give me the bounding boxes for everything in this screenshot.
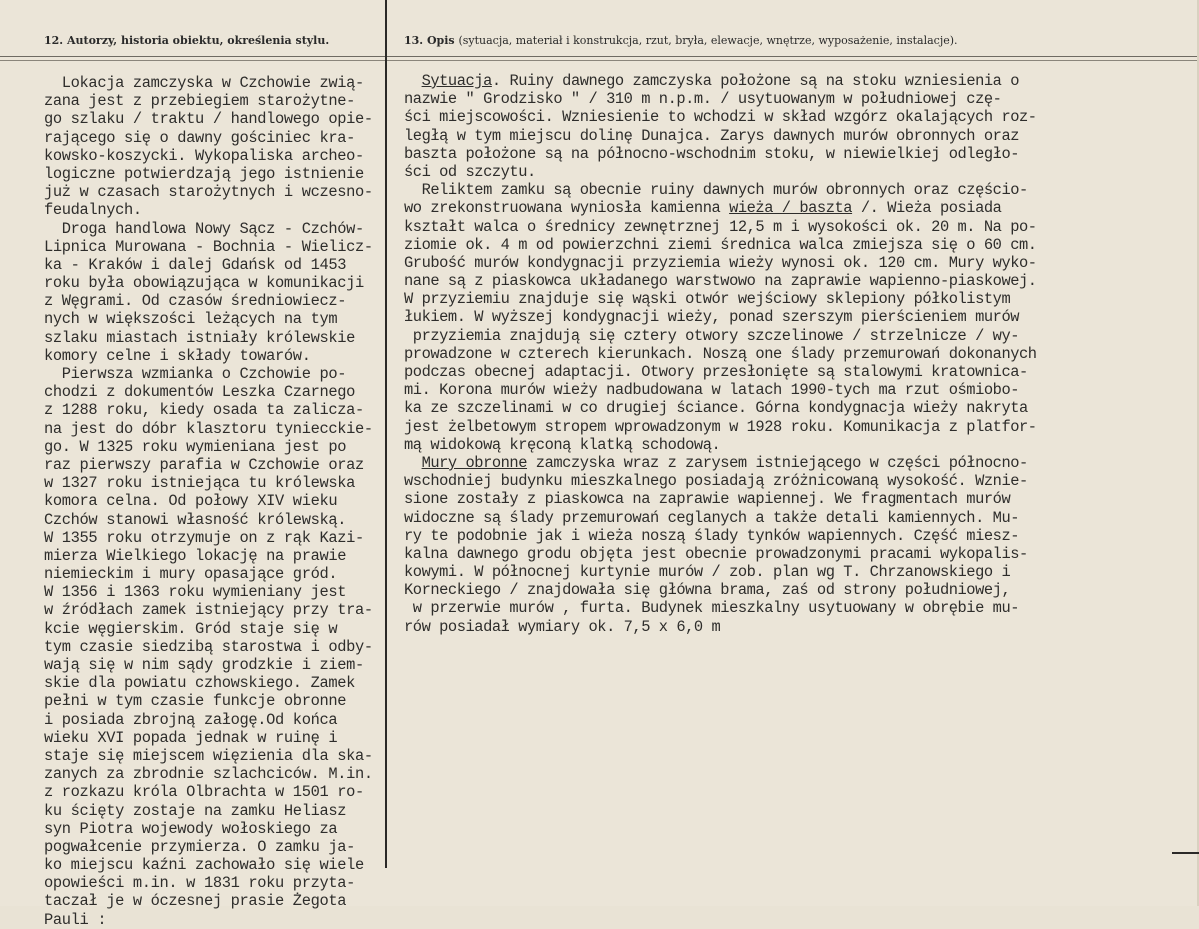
text-segment: wschodniej budynku mieszkalnego posiadają zróżnicowaną wysokość. Wznie-	[404, 472, 1028, 491]
description-text-line	[404, 618, 1037, 636]
history-text-line: zana jest z przebiegiem starożytne-	[44, 92, 356, 111]
description-text-line	[404, 345, 1037, 363]
description-text-line	[404, 545, 1037, 563]
description-text-line	[404, 90, 1037, 108]
text-segment: Korneckiego / znajdowała się główna brama, zaś od strony południowej,	[404, 581, 1011, 600]
history-text-line: kcie węgierskim. Gród staje się w	[44, 619, 338, 638]
history-text-line: go szlaku / traktu / handlowego opie-	[44, 110, 373, 129]
history-text-line: Lokacja zamczyska w Czchowie zwią-	[44, 74, 364, 92]
description-text-line	[404, 72, 1037, 90]
history-text-line: komory celne i składy towarów.	[44, 346, 311, 365]
history-text-line: chodzi z dokumentów Leszka Czarnego	[44, 383, 356, 402]
text-segment: widoczne są ślady przemurowań ceglanych a także detali kamiennych. Mu-	[404, 508, 1020, 527]
text-segment: Reliktem zamku są obecnie ruiny dawnych murów obronnych oraz częścio-	[404, 181, 1028, 200]
description-text-line	[404, 527, 1037, 545]
text-segment: mą widokową kręconą klatką schodową.	[404, 435, 721, 454]
description-text-line	[404, 454, 1037, 472]
text-segment: ziomie ok. 4 m od powierzchni ziemi średnica walca zmiejsza się o 60 cm.	[404, 235, 1037, 254]
text-segment: Grubość murów kondygnacji przyziemia wieży wynosi ok. 120 cm. Mury wyko-	[404, 253, 1037, 272]
section-12-header: 12. Autorzy, historia obiektu, określenia stylu.	[44, 34, 330, 47]
history-text-line: syn Piotra wojewody wołoskiego za	[44, 819, 338, 838]
history-text-line: tym czasie siedzibą starostwa i odby-	[44, 637, 373, 656]
text-segment: mi. Korona murów wieży nadbudowana w latach 1990-tych ma rzut ośmiobo-	[404, 381, 1020, 400]
description-text-line	[404, 381, 1037, 399]
text-segment: . Ruiny dawnego zamczyska położone są na stoku wzniesienia o	[491, 72, 1020, 90]
text-segment: ległą w tym miejscu dolinę Dunajca. Zarys dawnych murów obronnych oraz	[404, 126, 1020, 145]
section-13-number: 13. Opis	[404, 34, 455, 47]
text-segment: /. Wieża posiada	[852, 199, 1002, 218]
description-text-line	[404, 127, 1037, 145]
description-text-line	[404, 145, 1037, 163]
description-text-line	[404, 218, 1037, 236]
history-text-line: staje się miejscem więzienia dla ska-	[44, 746, 373, 765]
description-text-line	[404, 181, 1037, 199]
history-text-line: i posiada zbrojną załogę.Od końca	[44, 710, 338, 729]
history-text-line: ka - Kraków i dalej Gdańsk od 1453	[44, 255, 347, 274]
text-segment: ka ze szczelinami w co drugiej ściance. Górna kondygnacja wieży nakryta	[404, 399, 1028, 418]
history-text-line: opowieści m.in. w 1831 roku przyta-	[44, 874, 356, 893]
text-segment	[404, 72, 422, 90]
history-text-line: taczał je w óczesnej prasie Żegota	[44, 892, 347, 911]
text-segment: zamczyska wraz z zarysem istniejącego w części północno-	[527, 453, 1028, 472]
underlined-heading: Sytuacja	[421, 72, 492, 90]
text-segment: nane są z piaskowca układanego warstwowo na zaprawie wapienno-piaskowej.	[404, 272, 1037, 291]
description-text-line	[404, 399, 1037, 417]
description-text-line	[404, 108, 1037, 126]
history-text-line: w źródłach zamek istniejący przy tra-	[44, 601, 373, 620]
history-text-line: komora celna. Od połowy XIV wieku	[44, 492, 338, 511]
text-segment: W przyziemiu znajduje się wąski otwór wejściowy sklepiony półkolistym	[404, 290, 1011, 309]
text-segment: podczas obecnej adaptacji. Otwory przesłonięte są stalowymi kratownica-	[404, 363, 1028, 381]
history-text-line: z 1288 roku, kiedy osada ta zalicza-	[44, 401, 364, 420]
description-text-line	[404, 490, 1037, 508]
description-text-column	[404, 72, 1037, 636]
history-text-line: Czchów stanowi własność królewską.	[44, 510, 347, 529]
description-text-line	[404, 199, 1037, 217]
description-text-line	[404, 418, 1037, 436]
history-text-line: kowsko-koszycki. Wykopaliska archeo-	[44, 146, 364, 165]
description-text-line	[404, 163, 1037, 181]
description-text-line	[404, 363, 1037, 381]
text-segment: ści od szczytu.	[404, 162, 536, 181]
text-segment: nazwie " Grodzisko " / 310 m n.p.m. / usytuowanym w południowej czę-	[404, 90, 1002, 109]
description-text-line	[404, 509, 1037, 527]
history-text-line: pogwałcenie przymierza. O zamku ja-	[44, 837, 356, 856]
history-text-line: Droga handlowa Nowy Sącz - Czchów-	[44, 219, 364, 238]
description-text-line	[404, 599, 1037, 617]
underlined-heading: Mury obronne	[421, 453, 528, 472]
history-text-line: z Węgrami. Od czasów średniowiecz-	[44, 292, 347, 311]
underlined-heading: wieża / baszta	[729, 199, 853, 218]
history-text-line: wają się w nim sądy grodzkie i ziem-	[44, 656, 364, 674]
history-text-line: na jest do dóbr klasztoru tyniecckie-	[44, 419, 373, 438]
text-segment: łukiem. W wyższej kondygnacji wieży, ponad szerszym pierścieniem murów	[404, 308, 1020, 327]
description-text-line	[404, 563, 1037, 581]
history-text-line: w 1327 roku istniejąca tu królewska	[44, 474, 356, 493]
description-text-line	[404, 236, 1037, 254]
history-text-line: Pierwsza wzmianka o Czchowie po-	[44, 365, 347, 383]
text-segment: jest żelbetowym stropem wprowadzonym w 1928 roku. Komunikacja z platfor-	[404, 417, 1037, 436]
text-segment: kształt walca o średnicy zewnętrznej 12,5 m i wysokości ok. 20 m. Na po-	[404, 217, 1037, 236]
history-text-line: skie dla powiatu czhowskiego. Zamek	[44, 674, 356, 693]
text-segment: prowadzone w czterech kierunkach. Noszą one ślady przemurowań dokonanych	[404, 344, 1037, 363]
history-text-column	[44, 74, 373, 929]
history-text-line: logiczne potwierdzają jego istnienie	[44, 164, 364, 183]
history-text-line: W 1356 i 1363 roku wymieniany jest	[44, 583, 347, 602]
text-segment: ry te podobnie jak i wieża noszą ślady tynków wapiennych. Część miesz-	[404, 526, 1020, 545]
history-text-line: nych w większości leżących na tym	[44, 310, 338, 329]
history-text-line: raz pierwszy parafia w Czchowie oraz	[44, 455, 364, 474]
text-segment: sione zostały z piaskowca na zaprawie wapiennej. We fragmentach murów	[404, 490, 1011, 509]
history-text-line: rającego się o dawny gościniec kra-	[44, 128, 356, 147]
history-text-line: go. W 1325 roku wymieniana jest po	[44, 437, 347, 456]
history-text-line: zanych za zbrodnie szlachciców. M.in.	[44, 765, 373, 784]
history-text-line: niemieckim i mury opasające gród.	[44, 565, 338, 584]
history-text-line: ko miejscu kaźni zachowało się wiele	[44, 856, 364, 875]
description-text-line	[404, 327, 1037, 345]
description-text-line	[404, 308, 1037, 326]
description-text-line	[404, 581, 1037, 599]
description-text-line	[404, 290, 1037, 308]
section-13-subtitle: (sytuacja, materiał i konstrukcja, rzut, bryła, elewacje, wnętrze, wyposażenie, instalacje).	[458, 34, 958, 47]
history-text-line: już w czasach starożytnych i wczesno-	[44, 183, 373, 202]
text-segment: w przerwie murów , furta. Budynek mieszkalny usytuowany w obrębie mu-	[404, 599, 1020, 618]
header-rule	[0, 56, 1199, 57]
description-text-line	[404, 436, 1037, 454]
text-segment: wo zrekonstruowana wyniosła kamienna	[404, 199, 730, 218]
history-text-line: szlaku miastach istniały królewskie	[44, 328, 356, 347]
history-text-line: feudalnych.	[44, 201, 142, 220]
section-13-header	[404, 34, 958, 47]
margin-tick	[1172, 852, 1199, 854]
description-text-line	[404, 254, 1037, 272]
description-text-line	[404, 472, 1037, 490]
history-text-line: Pauli :	[44, 910, 107, 929]
text-segment: rów posiadał wymiary ok. 7,5 x 6,0 m	[404, 617, 721, 636]
column-divider	[385, 0, 387, 868]
history-text-line: W 1355 roku otrzymuje on z rąk Kazi-	[44, 528, 364, 547]
text-segment: kowymi. W północnej kurtynie murów / zob. plan wg T. Chrzanowskiego i	[404, 563, 1011, 582]
history-text-line: wieku XVI popada jednak w ruinę i	[44, 728, 338, 747]
history-text-line: roku była obowiązująca w komunikacji	[44, 274, 364, 293]
history-text-line: ku ścięty zostaje na zamku Heliasz	[44, 801, 347, 820]
text-segment: baszta położone są na północno-wschodnim stoku, w niewielkiej odległo-	[404, 144, 1020, 163]
history-text-line: pełni w tym czasie funkcje obronne	[44, 692, 347, 711]
text-segment: kalna dawnego grodu objęta jest obecnie prowadzonymi pracami wykopalis-	[404, 544, 1028, 563]
description-text-line	[404, 272, 1037, 290]
text-segment	[404, 454, 422, 472]
history-text-line: z rozkazu króla Olbrachta w 1501 ro-	[44, 783, 364, 802]
text-segment: ści miejscowości. Wzniesienie to wchodzi w skład wzgórz okalających roz-	[404, 108, 1037, 127]
history-text-line: mierza Wielkiego lokację na prawie	[44, 546, 347, 565]
text-segment: przyziemia znajdują się cztery otwory szczelinowe / strzelnicze / wy-	[404, 326, 1020, 345]
history-text-line: Lipnica Murowana - Bochnia - Wielicz-	[44, 237, 373, 256]
header-rule-lower	[0, 60, 1199, 61]
